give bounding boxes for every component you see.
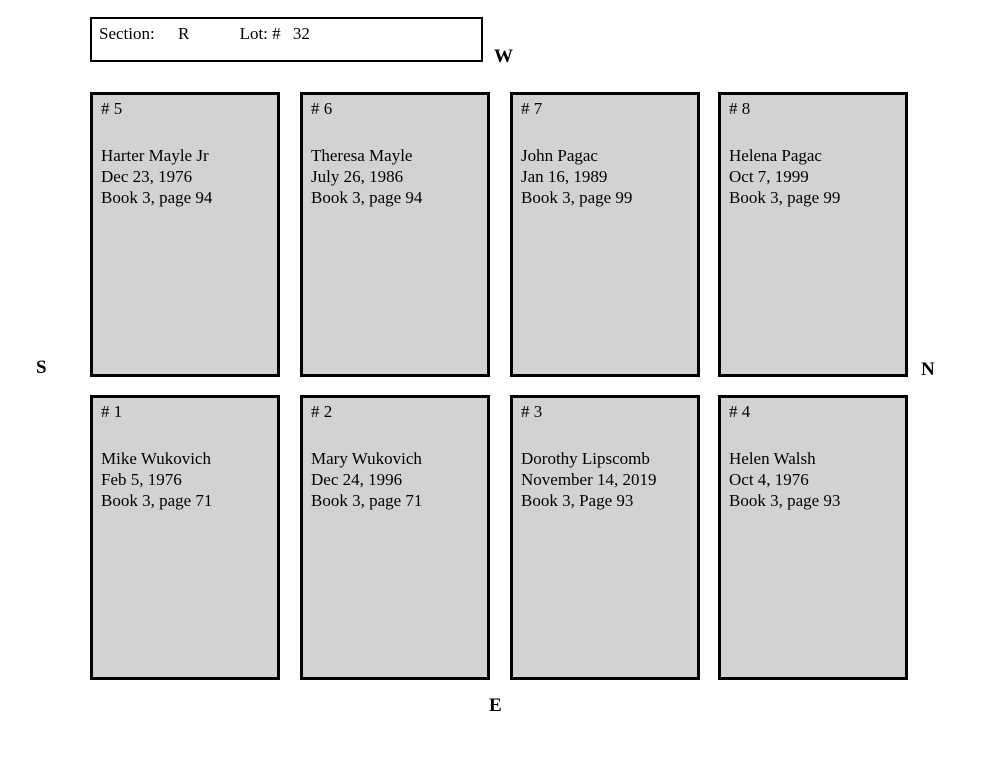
plot-number: # 2 [311,402,333,421]
plot-number: # 3 [521,402,543,421]
plot-details [729,145,897,208]
lot-value: 32 [292,24,310,43]
plot-card-2 [300,395,490,680]
plot-date: Jan 16, 1989 [521,167,608,186]
plot-details [101,145,269,208]
plot-book: Book 3, page 94 [311,188,423,207]
plot-name: Helen Walsh [729,449,816,468]
plot-details [311,448,479,511]
section-lot-header [90,17,483,62]
plot-number: # 5 [101,99,123,118]
plot-number: # 4 [729,402,751,421]
plot-date: Oct 7, 1999 [729,167,809,186]
compass-east: E [489,695,502,716]
plot-name: Theresa Mayle [311,146,413,165]
plot-number: # 7 [521,99,543,118]
plot-card-8 [718,92,908,377]
plot-name: Dorothy Lipscomb [521,449,650,468]
plot-card-5 [90,92,280,377]
plot-book: Book 3, page 99 [521,188,633,207]
plot-name: Harter Mayle Jr [101,146,209,165]
plot-name: Helena Pagac [729,146,822,165]
plot-date: Dec 24, 1996 [311,470,403,489]
lot-label: Lot: # [239,24,281,43]
compass-north: N [921,359,935,380]
plot-details [311,145,479,208]
section-value: R [177,24,190,43]
section-label: Section: [99,24,155,43]
plot-details [521,145,689,208]
plot-date: Oct 4, 1976 [729,470,809,489]
plot-date: November 14, 2019 [521,470,657,489]
compass-south: S [36,357,47,378]
plot-name: Mary Wukovich [311,449,422,468]
plot-number: # 6 [311,99,333,118]
plot-name: Mike Wukovich [101,449,211,468]
plot-number: # 8 [729,99,751,118]
plot-card-6 [300,92,490,377]
plot-book: Book 3, page 99 [729,188,841,207]
plot-book: Book 3, Page 93 [521,491,634,510]
plot-book: Book 3, page 71 [311,491,423,510]
plot-number: # 1 [101,402,123,421]
plot-book: Book 3, page 94 [101,188,213,207]
plot-details [729,448,897,511]
plot-date: Dec 23, 1976 [101,167,193,186]
plot-card-1 [90,395,280,680]
plot-book: Book 3, page 93 [729,491,841,510]
plot-details [101,448,269,511]
plot-date: July 26, 1986 [311,167,404,186]
plot-book: Book 3, page 71 [101,491,213,510]
plot-card-7 [510,92,700,377]
plot-name: John Pagac [521,146,598,165]
plot-card-4 [718,395,908,680]
plot-card-3 [510,395,700,680]
plot-date: Feb 5, 1976 [101,470,182,489]
compass-west: W [494,46,513,67]
plot-details [521,448,689,511]
